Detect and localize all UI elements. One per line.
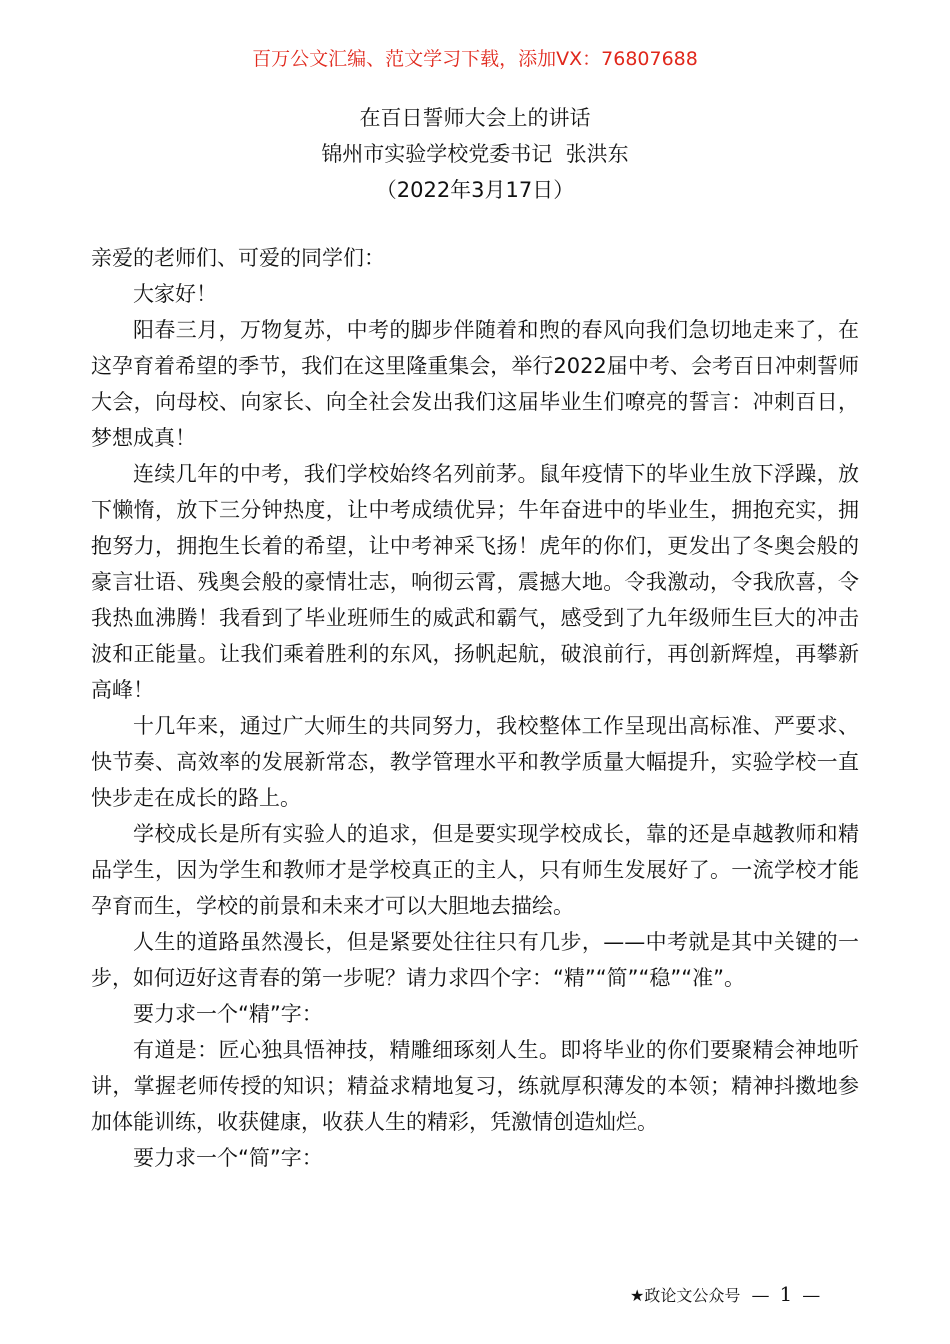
dash-left: — bbox=[751, 1285, 770, 1306]
paragraph: 连续几年的中考，我们学校始终名列前茅。鼠年疫情下的毕业生放下浮躁，放下懒惰，放下三分钟热度，让中考成绩优异；牛年奋进中的毕业生，拥抱充实，拥抱努力，拥抱生长着的希望，让中考神采飞扬！虎年的你们，更发出了冬奥会般的豪言壮语、残奥会般的豪情壮志，响彻云霄，震撼大地。令我激动，令我欣喜，令我热血沸腾！我看到了毕业班师生的威武和霸气，感受到了九年级师生巨大的冲击波和正能量。让我们乘着胜利的东风，扬帆起航，破浪前行，再创新辉煌，再攀新高峰！ bbox=[91, 462, 859, 702]
paragraph: 大家好！ bbox=[133, 282, 217, 306]
salutation: 亲爱的老师们、可爱的同学们： bbox=[91, 246, 385, 270]
section-heading: 要力求一个“精”字： bbox=[133, 1002, 323, 1026]
paragraph: 学校成长是所有实验人的追求，但是要实现学校成长，靠的还是卓越教师和精品学生，因为学生和教师才是学校真正的主人，只有师生发展好了。一流学校才能孕育而生，学校的前景和未来才可以大胆地去描绘。 bbox=[91, 822, 859, 918]
dash-right: — bbox=[802, 1285, 821, 1306]
page-number: 1 bbox=[779, 1282, 793, 1306]
watermark-text: 百万公文汇编、范文学习下载，添加VX：76807688 bbox=[252, 48, 698, 70]
section-heading: 要力求一个“简”字： bbox=[133, 1146, 323, 1170]
paragraph: 十几年来，通过广大师生的共同努力，我校整体工作呈现出高标准、严要求、快节奏、高效率的发展新常态，教学管理水平和教学质量大幅提升，实验学校一直快步走在成长的路上。 bbox=[91, 714, 859, 810]
footer-label: ★政论文公众号 bbox=[630, 1286, 741, 1305]
document-header bbox=[0, 100, 950, 208]
author-line: 锦州市实验学校党委书记 张洪东 bbox=[321, 142, 629, 166]
document-title: 在百日誓师大会上的讲话 bbox=[359, 106, 591, 130]
paragraph: 有道是：匠心独具悟神技，精雕细琢刻人生。即将毕业的你们要聚精会神地听讲，掌握老师传授的知识；精益求精地复习，练就厚积薄发的本领；精神抖擞地参加体能训练，收获健康，收获人生的精彩，凭激情创造灿烂。 bbox=[91, 1038, 859, 1134]
paragraph: 人生的道路虽然漫长，但是紧要处往往只有几步，——中考就是其中关键的一步，如何迈好这青春的第一步呢？请力求四个字：“精”“简”“稳”“准”。 bbox=[91, 930, 859, 990]
speech-body bbox=[91, 240, 859, 1176]
page-footer bbox=[630, 1282, 826, 1308]
paragraph: 阳春三月，万物复苏，中考的脚步伴随着和煦的春风向我们急切地走来了，在这孕育着希望的季节，我们在这里隆重集会，举行2022届中考、会考百日冲刺誓师大会，向母校、向家长、向全社会发出我们这届毕业生们嘹亮的誓言：冲刺百日，梦想成真！ bbox=[91, 318, 859, 450]
date-line: （2022年3月17日） bbox=[375, 178, 575, 202]
